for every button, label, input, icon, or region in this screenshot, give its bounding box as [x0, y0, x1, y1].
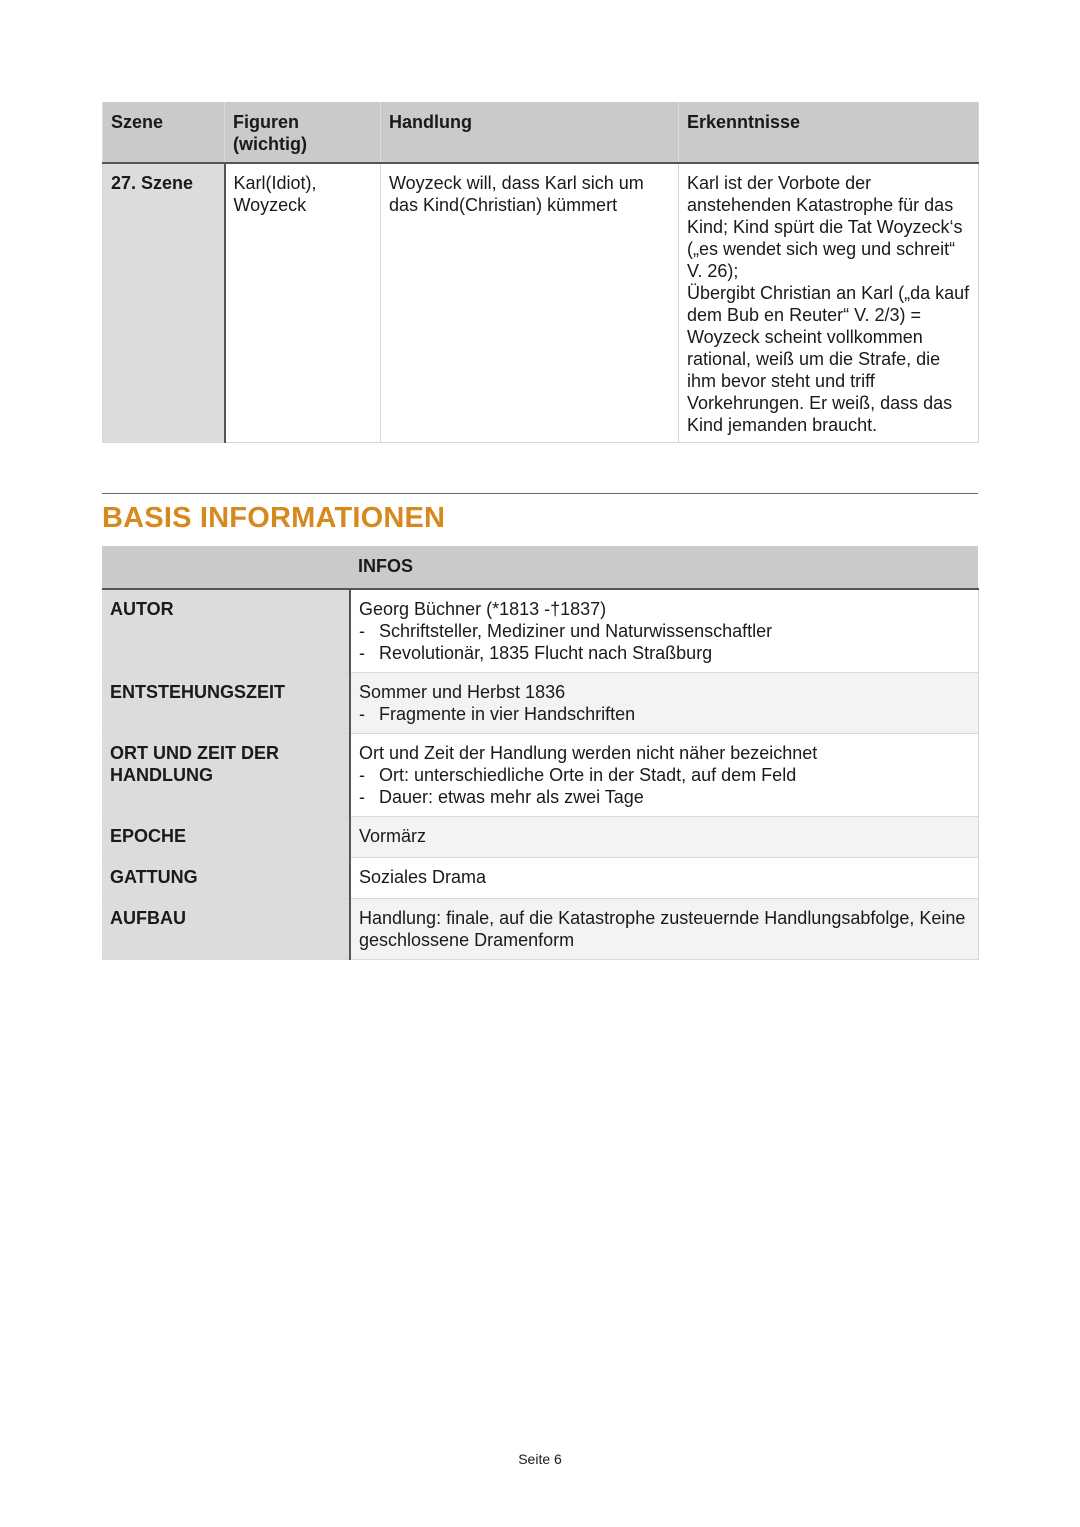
bullet-text: Revolutionär, 1835 Flucht nach Straßburg: [379, 643, 713, 663]
bullet-text: Schriftsteller, Mediziner und Naturwissenschaftler: [379, 621, 773, 641]
info-main-text: Sommer und Herbst 1836: [359, 682, 566, 702]
scene-number: 27. Szene: [103, 163, 225, 443]
info-label: AUFBAU: [102, 899, 350, 960]
table-row: [102, 817, 978, 858]
info-main-text: Soziales Drama: [359, 867, 487, 887]
scene-table-header: [103, 102, 979, 163]
info-value: [350, 817, 978, 858]
header-insights: Erkenntnisse: [679, 102, 979, 163]
scene-figures: Karl(Idiot), Woyzeck: [225, 163, 381, 443]
section-title: BASIS INFORMATIONEN: [102, 502, 446, 534]
bullet-dash: -: [359, 704, 365, 724]
bullet-dash: -: [359, 643, 365, 663]
list-item: [359, 703, 970, 725]
info-table: [102, 546, 979, 960]
list-item: [359, 620, 970, 642]
table-row: [102, 589, 978, 673]
info-table-body: [102, 589, 978, 960]
bullet-dash: -: [359, 787, 365, 807]
info-label: AUTOR: [102, 589, 350, 673]
info-value: [350, 673, 978, 734]
info-value: [350, 734, 978, 817]
bullet-dash: -: [359, 621, 365, 641]
header-blank: [102, 546, 350, 589]
info-main-text: Vormärz: [359, 826, 427, 846]
list-item: [359, 764, 970, 786]
info-main-text: Georg Büchner (*1813 -†1837): [359, 599, 607, 619]
table-row: [103, 163, 979, 443]
bullet-text: Ort: unterschiedliche Orte in der Stadt, auf dem Feld: [379, 765, 797, 785]
bullet-dash: -: [359, 765, 365, 785]
header-scene: Szene: [103, 102, 225, 163]
scene-action: Woyzeck will, dass Karl sich um das Kind(Christian) kümmert: [381, 163, 679, 443]
bullet-text: Dauer: etwas mehr als zwei Tage: [379, 787, 644, 807]
info-main-text: Ort und Zeit der Handlung werden nicht näher bezeichnet: [359, 743, 818, 763]
list-item: [359, 786, 970, 808]
page-number: Seite 6: [518, 1451, 562, 1467]
header-figures: Figuren (wichtig): [225, 102, 381, 163]
table-row: [102, 673, 978, 734]
info-label: EPOCHE: [102, 817, 350, 858]
table-row: [102, 899, 978, 960]
info-label: ENTSTEHUNGSZEIT: [102, 673, 350, 734]
table-row: [102, 858, 978, 899]
header-action: Handlung: [381, 102, 679, 163]
info-table-header: [102, 546, 978, 589]
section-divider: [102, 493, 978, 494]
header-infos: INFOS: [350, 546, 978, 589]
list-item: [359, 642, 970, 664]
scene-table: [102, 102, 979, 443]
info-value: [350, 899, 978, 960]
info-value: [350, 589, 978, 673]
info-label: GATTUNG: [102, 858, 350, 899]
scene-insights: Karl ist der Vorbote der anstehenden Katastrophe für das Kind; Kind spürt die Tat Woyzeck‘s („es wendet sich weg und schreit“ V. 26); Übergibt Christian an Karl („da kauf dem Bub en Reuter“ V. 2/3) = Woyzeck scheint vollkommen rational, weiß um die Strafe, die ihm bevor steht und triff Vorkehrungen. Er weiß, dass das Kind jemanden braucht.: [679, 163, 979, 443]
table-row: [102, 734, 978, 817]
bullet-text: Fragmente in vier Handschriften: [379, 704, 636, 724]
info-value: [350, 858, 978, 899]
info-main-text: Handlung: finale, auf die Katastrophe zusteuernde Handlungsabfolge, Keine geschlossene Dramenform: [359, 908, 966, 950]
info-label: ORT UND ZEIT DER HANDLUNG: [102, 734, 350, 817]
